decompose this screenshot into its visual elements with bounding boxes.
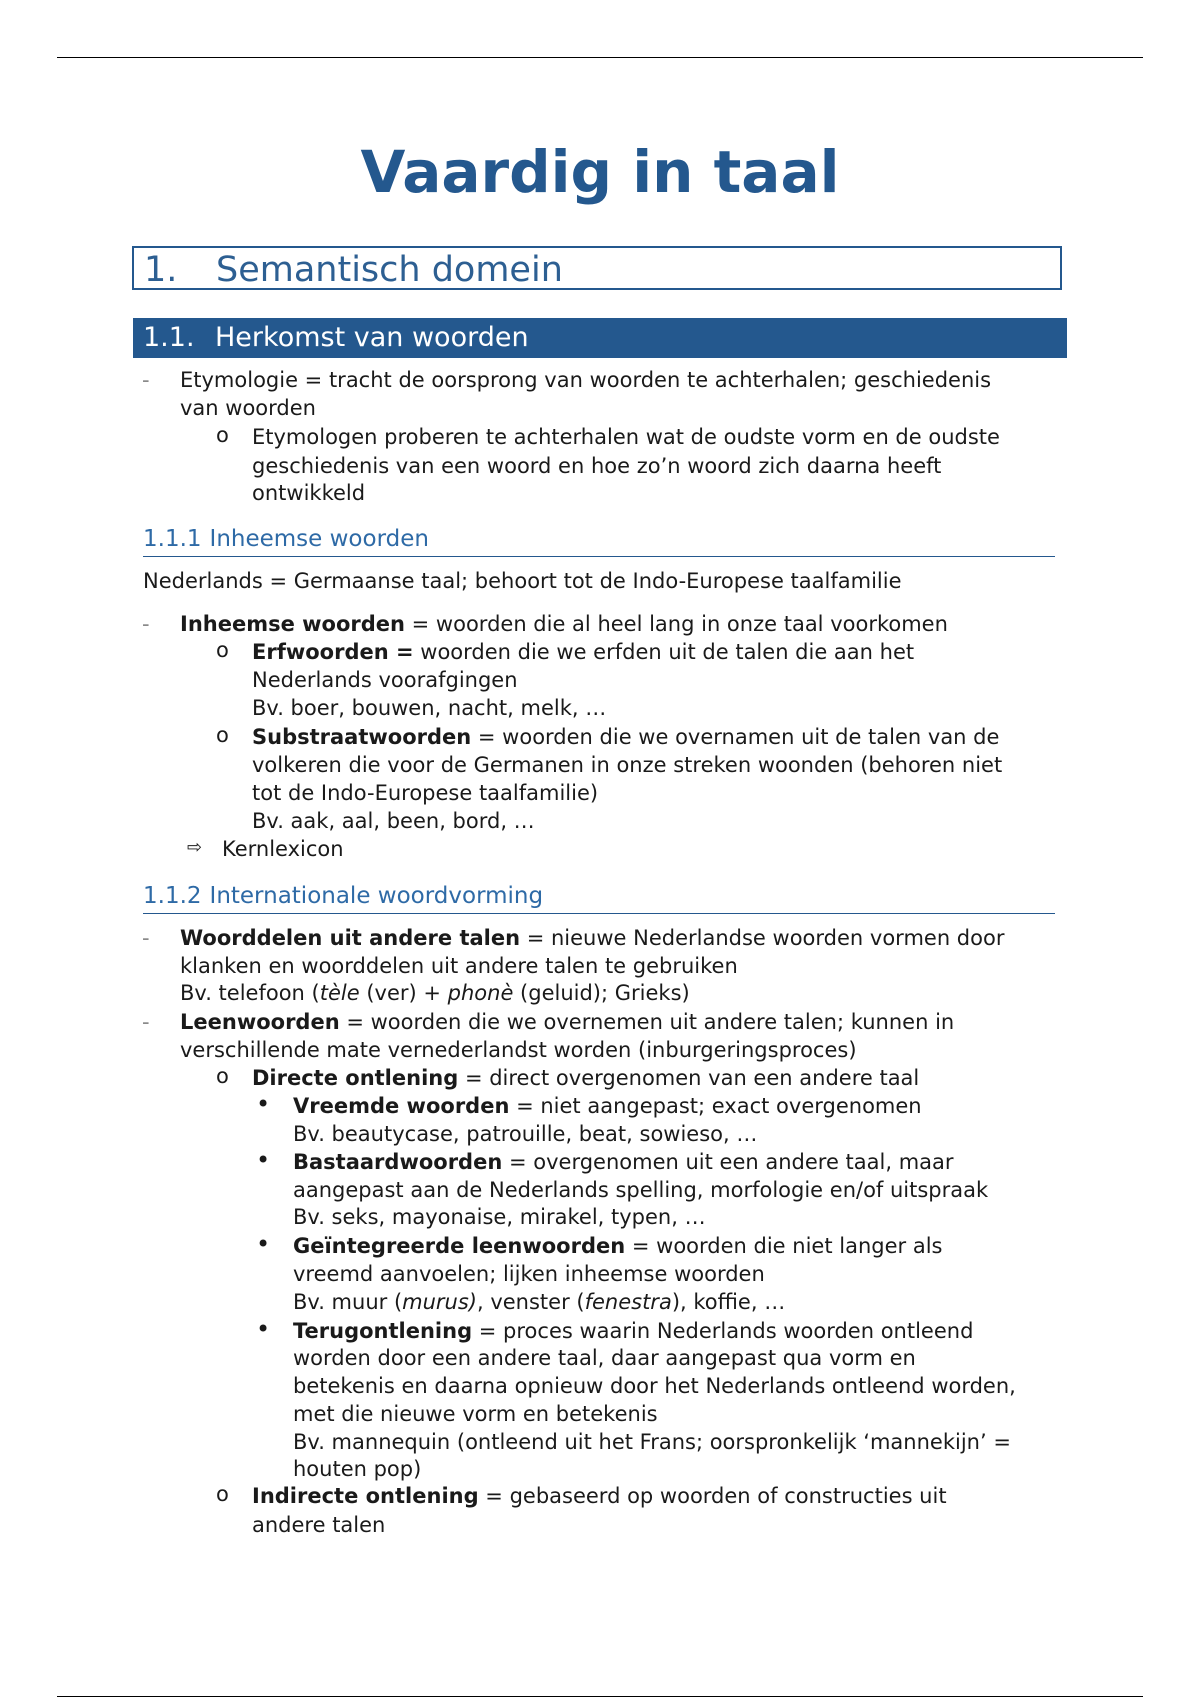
etym-line-2: van woorden [180,396,316,420]
heading-3-number: 1.1.2 [143,883,202,909]
erfwoorden-line-2: Nederlands voorafgingen [252,668,518,692]
indirecte-ontlening-line-1: Indirecte ontlening = gebaseerd op woorden of constructies uit [252,1484,947,1508]
etym-line-1: Etymologie = tracht de oorsprong van woorden te achterhalen; geschiedenis [180,368,992,392]
term: Leenwoorden [180,1010,340,1034]
arrow-icon: ⇨ [187,837,203,858]
list-circle-marker: o [216,723,229,747]
list-circle-marker: o [216,638,229,662]
term: Bastaardwoorden [293,1150,503,1174]
geintegreerde-example: Bv. muur (murus), venster (fenestra), koffie, … [293,1290,786,1314]
term: Terugontlening [293,1319,473,1343]
leenwoorden-line-2: verschillende mate vernederlandst worden (inburgeringsproces) [180,1038,857,1062]
heading-3-inheemse [143,524,1055,557]
substraat-line-2: volkeren die voor de Germanen in onze streken woonden (behoren niet [252,753,1003,777]
woorddelen-example: Bv. telefoon (tèle (ver) + phonè (geluid); Grieks) [180,981,690,1005]
heading-1-number: 1. [144,250,178,290]
substraat-line-3: tot de Indo-Europese taalfamilie) [252,781,599,805]
bastaardwoorden-example: Bv. seks, mayonaise, mirakel, typen, … [293,1205,706,1229]
list-circle-marker: o [216,1482,229,1506]
term: Substraatwoorden [252,725,472,749]
bastaardwoorden-line-1: Bastaardwoorden = overgenomen uit een andere taal, maar [293,1150,954,1174]
heading-2-number: 1.1. [143,322,195,353]
directe-ontlening: Directe ontlening = direct overgenomen van een andere taal [252,1066,920,1090]
etym-sub-1: Etymologen proberen te achterhalen wat de oudste vorm en de oudste [252,425,1000,449]
list-circle-marker: o [216,1064,229,1088]
indirecte-ontlening-line-2: andere talen [252,1513,386,1537]
term: Woorddelen uit andere talen [180,926,521,950]
terugontlening-example-2: houten pop) [293,1457,422,1481]
heading-2 [133,318,1067,358]
leenwoorden-line-1: Leenwoorden = woorden die we overnemen uit andere talen; kunnen in [180,1010,955,1034]
inheemse-definition: Inheemse woorden = woorden die al heel lang in onze taal voorkomen [180,612,948,636]
header-rule [57,57,1143,58]
nederlands-intro: Nederlands = Germaanse taal; behoort tot de Indo-Europese taalfamilie [143,569,902,593]
footer-rule [57,1696,1143,1697]
list-bullet-marker: • [256,1315,271,1343]
heading-2-text: Herkomst van woorden [215,322,529,353]
terugontlening-line-3: betekenis en daarna opnieuw door het Nederlands ontleend worden, [293,1374,1016,1398]
term: Erfwoorden = [252,640,414,664]
woorddelen-line-1: Woorddelen uit andere talen = nieuwe Nederlandse woorden vormen door [180,926,1005,950]
vreemde-woorden-example: Bv. beautycase, patrouille, beat, sowieso, … [293,1122,758,1146]
term: Inheemse woorden [180,612,405,636]
list-dash-marker: - [142,612,150,636]
heading-3-internationale [143,881,1055,914]
term: Geïntegreerde leenwoorden [293,1234,626,1258]
heading-3-text: Inheemse woorden [209,526,429,552]
heading-3-text: Internationale woordvorming [209,883,544,909]
erfwoorden-example: Bv. boer, bouwen, nacht, melk, … [252,696,607,720]
substraat-line-1: Substraatwoorden = woorden die we overnamen uit de talen van de [252,725,1000,749]
bastaardwoorden-line-2: aangepast aan de Nederlands spelling, morfologie en/of uitspraak [293,1178,989,1202]
term: Indirecte ontlening [252,1484,479,1508]
terugontlening-line-1: Terugontlening = proces waarin Nederlands woorden ontleend [293,1319,974,1343]
term: Directe ontlening [252,1066,459,1090]
list-bullet-marker: • [256,1230,271,1258]
list-bullet-marker: • [256,1090,271,1118]
list-dash-marker: - [142,1010,150,1034]
list-circle-marker: o [216,423,229,447]
list-bullet-marker: • [256,1146,271,1174]
list-dash-marker: - [142,368,150,392]
kernlexicon: Kernlexicon [222,837,344,861]
document-title: Vaardig in taal [360,138,840,206]
terugontlening-line-4: met die nieuwe vorm en betekenis [293,1402,658,1426]
etym-sub-3: ontwikkeld [252,481,366,505]
heading-1 [132,246,1062,290]
substraat-example: Bv. aak, aal, been, bord, … [252,809,535,833]
heading-3-number: 1.1.1 [143,526,202,552]
etym-sub-2: geschiedenis van een woord en hoe zo’n woord zich daarna heeft [252,454,942,478]
vreemde-woorden: Vreemde woorden = niet aangepast; exact overgenomen [293,1094,922,1118]
geintegreerde-line-1: Geïntegreerde leenwoorden = woorden die niet langer als [293,1234,943,1258]
terugontlening-line-2: worden door een andere taal, daar aangepast qua vorm en [293,1346,916,1370]
woorddelen-line-2: klanken en woorddelen uit andere talen te gebruiken [180,954,738,978]
erfwoorden-line-1: Erfwoorden = woorden die we erfden uit de talen die aan het [252,640,915,664]
list-dash-marker: - [142,926,150,950]
geintegreerde-line-2: vreemd aanvoelen; lijken inheemse woorden [293,1262,765,1286]
terugontlening-example-1: Bv. mannequin (ontleend uit het Frans; oorspronkelijk ‘mannekijn’ = [293,1430,1011,1454]
heading-1-text: Semantisch domein [216,250,563,290]
term: Vreemde woorden [293,1094,510,1118]
